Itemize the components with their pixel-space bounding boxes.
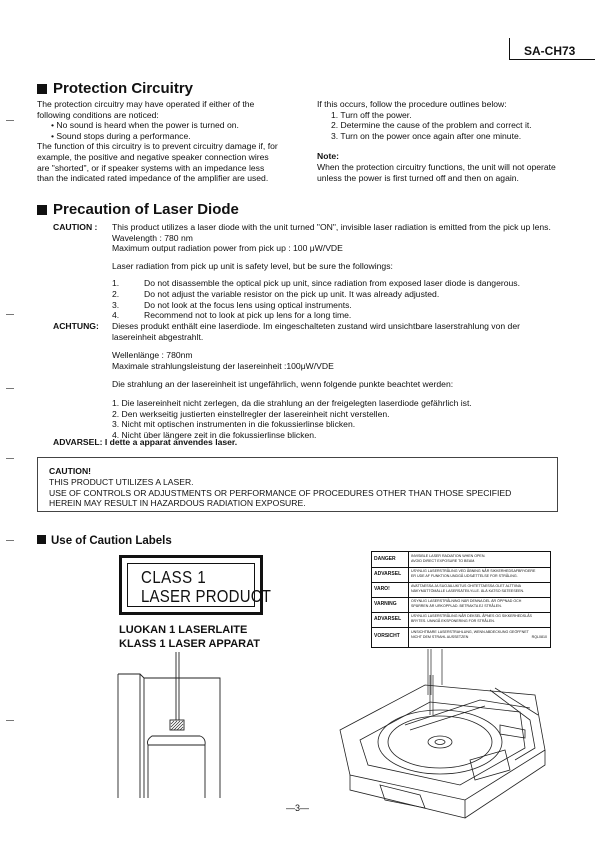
caution-box-title: CAUTION! bbox=[49, 466, 92, 476]
warning-row-varning: VARNING OSYNLIG LASERSTRÅLNING NÄR DENNA DEL ÄR ÖPPNAD OCH SPÄRREN ÄR URKOPPLAD. BETRAKTA EJ STRÅLEN. bbox=[372, 597, 550, 613]
caution-box-text: THIS PRODUCT UTILIZES A LASER. USE OF CONTROLS OR ADJUSTMENTS OR PERFORMANCE OF PROCEDURES OTHER THAN THOSE SPECIFIED HEREIN MAY RESULT IN HAZARDOUS RADIATION EXPOSURE. bbox=[49, 477, 512, 509]
laser-caution-text: This product utilizes a laser diode with the unit turned "ON", invisible laser radiation is emitted from the pick up lens. Wavelength : 780 nm Maximum output radiation power from pick up : 100 μW/VDE Laser radiation from pick up unit is safety level, but be sure the followings: 1. Do not disassemble the optical pick up unit, since radiation from exposed laser diode is dangerous. 2. Do not adjust the variable resistor on the pick up unit. It was already adjusted. 3. Do not look at the focus lens using optical instruments. 4. Recommend not to look at pick up lens for a long time. bbox=[112, 222, 551, 321]
klass-text: KLASS 1 LASER APPARAT bbox=[119, 638, 260, 650]
warning-row-advarsel-no: ADVARSEL USYNLIG LASERSTRÅLING NÅR DEKSEL ÅPNES OG SIKKERHEDSLÅS BRYTES. UNNGÅ EKSPONERING FOR STRÅLEN. bbox=[372, 612, 550, 628]
class1-text: CLASS 1 bbox=[141, 568, 207, 588]
margin-mark bbox=[6, 720, 14, 721]
protection-text-left: The protection circuitry may have operated if either of the following conditions are noticed: • No sound is heard when the power is turned on. • Sound stops during a performance. The function of this circuitry is to prevent circuitry damage if, for example, the positive and negative speaker connection wires are "shorted", or if speaker systems with an impedance less than the indicated rated impedance of the amplifier are used. bbox=[37, 99, 278, 184]
advarsel-line: ADVARSEL: I dette a apparat anvendes laser. bbox=[53, 437, 238, 447]
cd-mechanism-illustration bbox=[330, 630, 555, 820]
section-bullet-icon bbox=[37, 205, 47, 215]
label-code: RQL0810 bbox=[531, 635, 547, 639]
warning-row-varo: VARO! AVATTAESSA JA SUOJALUKITUS OHITETTAESSA OLET ALTTIINA NÄKYMÄTTÖMÄLLE LASERSÄTEILYLLE. ÄLÄ KATSO SÄTEESEEN. bbox=[372, 582, 550, 598]
achtung-label: ACHTUNG: bbox=[53, 321, 99, 331]
warning-row-vorsicht: VORSICHT UNSICHTBARE LASERSTRAHLUNG, WENN ABDECKUNG GEÖFFNET NICHT DEM STRAHL AUSSETZEN RQL0810 bbox=[374, 630, 547, 639]
warning-row-danger: DANGER INVISIBLE LASER RADIATION WHEN OPEN. AVOID DIRECT EXPOSURE TO BEAM. bbox=[372, 552, 550, 568]
caution-label: CAUTION : bbox=[53, 222, 98, 232]
achtung-text: Dieses produkt enthält eine laserdiode. Im eingeschalteten zustand wird unsichtbare laserstrahlung von der lasereinheit abgestrahlt. Wellenlänge : 780nm Maximale strahlungsleistung der lasereinheit :100μW/VDE Die strahlung an der lasereinheit ist ungefährlich, wenn folgende punkte beachtet werden: 1. Die lasereinheit nicht zerlegen, da die strahlung an der freigelegten laserdiode gefährlich ist. 2. Den werkseitig justierten einstellregler der lasereinheit nicht verstellen. 3. Nicht mit optischen instrumenten in die fokussierlinse blicken. 4. Nicht über längere zeit in die fokussierlinse blicken. bbox=[112, 321, 520, 440]
margin-mark bbox=[6, 120, 14, 121]
margin-mark bbox=[6, 540, 14, 541]
section-title-labels: Use of Caution Labels bbox=[37, 535, 172, 547]
section-bullet-icon bbox=[37, 535, 46, 544]
caution-box bbox=[37, 457, 558, 512]
margin-mark bbox=[6, 388, 14, 389]
margin-mark bbox=[6, 458, 14, 459]
page-number: —3— bbox=[286, 803, 310, 813]
warning-row-advarsel: ADVARSEL USYNLIG LASERSTRÅLING VED ÅBNING NÅR SIKKERHEDSAFBRYDERE ER UDE AF FUNKTION.UNDGÅ UDSÆTTELSE FOR STRÅLING. bbox=[372, 567, 550, 583]
class1-label bbox=[119, 555, 272, 615]
section-title-protection: Protection Circuitry bbox=[37, 80, 193, 97]
margin-mark bbox=[6, 314, 14, 315]
section-title-laser: Precaution of Laser Diode bbox=[37, 201, 239, 218]
model-number: SA-CH73 bbox=[524, 44, 576, 58]
header-rule bbox=[509, 59, 595, 60]
header-bar bbox=[509, 38, 510, 60]
laser-product-text: LASER PRODUCT bbox=[141, 587, 272, 607]
device-illustration bbox=[110, 650, 260, 800]
luokan-text: LUOKAN 1 LASERLAITE bbox=[119, 624, 248, 636]
protection-text-right: If this occurs, follow the procedure outlines below: 1. Turn off the power. 2. Determine the cause of the problem and correct it. 3. Turn on the power once again after one minute. Note: When the protection circuitry functions, the unit will not operate unless the power is first turned off and then on again. bbox=[317, 99, 556, 183]
section-bullet-icon bbox=[37, 84, 47, 94]
